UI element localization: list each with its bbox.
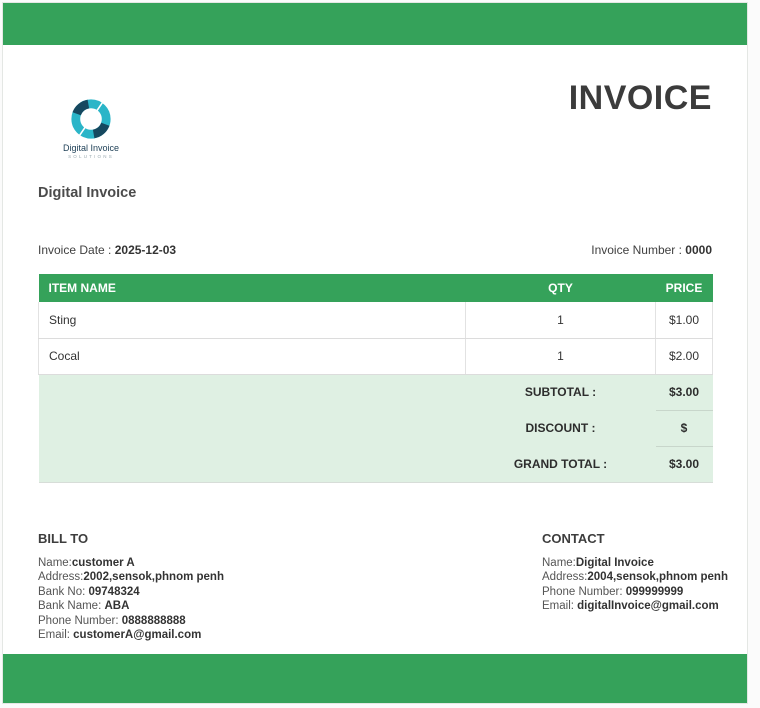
logo-o-icon xyxy=(66,95,116,143)
contact-heading: CONTACT xyxy=(542,530,605,546)
invoice-page xyxy=(2,2,748,704)
field-label: Email: xyxy=(38,629,74,642)
header-band xyxy=(3,3,747,45)
footer-band xyxy=(3,654,747,703)
top-row xyxy=(38,45,712,159)
bill-to-bank-name xyxy=(38,599,224,614)
field-value: customer A xyxy=(71,556,135,569)
bill-to-phone xyxy=(38,614,224,629)
table-row xyxy=(39,302,713,338)
discount-label: DISCOUNT : xyxy=(466,410,656,446)
page-title: INVOICE xyxy=(568,79,712,117)
field-value: customerA@gmail.com xyxy=(73,629,202,642)
grand-total-label: GRAND TOTAL : xyxy=(466,446,656,482)
items-table xyxy=(38,274,713,483)
field-value: digitalInvoice@gmail.com xyxy=(577,600,719,613)
contact-address xyxy=(542,570,728,585)
field-label: Email: xyxy=(542,600,578,613)
invoice-number xyxy=(591,243,712,257)
contact-section xyxy=(542,530,728,614)
bill-to-address xyxy=(38,570,224,585)
totals-spacer-cell xyxy=(39,374,466,410)
address-row xyxy=(38,530,728,644)
field-label: Address: xyxy=(542,571,588,584)
invoice-number-value: 0000 xyxy=(685,243,712,257)
item-name-cell: Sting xyxy=(39,302,466,338)
subtotal-value: $3.00 xyxy=(656,374,713,410)
item-name-cell: Cocal xyxy=(39,338,466,374)
company-logo xyxy=(56,95,126,159)
subtotal-row xyxy=(39,374,713,410)
field-label: Name: xyxy=(542,556,576,569)
table-row xyxy=(39,338,713,374)
invoice-meta-row xyxy=(38,243,712,257)
field-value: 2004,sensok,phnom penh xyxy=(587,571,728,584)
contact-phone xyxy=(542,585,712,600)
invoice-date xyxy=(38,243,176,257)
bill-to-section xyxy=(38,531,224,644)
field-label: Phone Number: xyxy=(38,614,122,627)
field-value: 2002,sensok,phnom penh xyxy=(83,571,224,584)
field-value: ABA xyxy=(104,600,130,613)
discount-value: $ xyxy=(656,410,713,446)
logo-title: Digital Invoice xyxy=(62,143,120,153)
bill-to-bank-no xyxy=(38,585,224,600)
totals-spacer-cell xyxy=(39,410,466,446)
company-name: Digital Invoice xyxy=(38,185,137,201)
column-header-qty: QTY xyxy=(466,274,656,302)
item-price-cell: $1.00 xyxy=(656,302,713,338)
field-label: Bank No: xyxy=(38,585,89,598)
bill-to-email xyxy=(38,628,224,643)
logo-subtitle: SOLUTIONS xyxy=(68,154,114,159)
item-qty-cell: 1 xyxy=(466,338,656,374)
field-value: 0888888888 xyxy=(121,614,186,627)
grand-total-row xyxy=(39,446,713,482)
field-value: 099999999 xyxy=(625,585,684,598)
field-value: 09748324 xyxy=(88,585,140,598)
field-label: Name: xyxy=(38,556,72,569)
item-qty-cell: 1 xyxy=(466,302,656,338)
field-value: Digital Invoice xyxy=(575,556,654,569)
bill-to-name xyxy=(38,556,224,571)
invoice-number-label: Invoice Number : xyxy=(591,243,686,257)
grand-total-value: $3.00 xyxy=(656,446,713,482)
column-header-item-name: ITEM NAME xyxy=(39,274,466,302)
totals-spacer-cell xyxy=(39,446,466,482)
items-table-header xyxy=(39,274,713,302)
contact-email xyxy=(542,599,719,614)
subtotal-label: SUBTOTAL : xyxy=(466,374,656,410)
invoice-content xyxy=(3,45,747,654)
field-label: Bank Name: xyxy=(38,600,105,613)
discount-row xyxy=(39,410,713,446)
invoice-date-value: 2025-12-03 xyxy=(114,243,177,257)
bill-to-heading: BILL TO xyxy=(38,530,89,546)
field-label: Phone Number: xyxy=(542,585,626,598)
item-price-cell: $2.00 xyxy=(656,338,713,374)
contact-name xyxy=(542,556,712,571)
field-label: Address: xyxy=(38,571,84,584)
column-header-price: PRICE xyxy=(656,274,713,302)
invoice-date-label: Invoice Date : xyxy=(38,243,115,257)
